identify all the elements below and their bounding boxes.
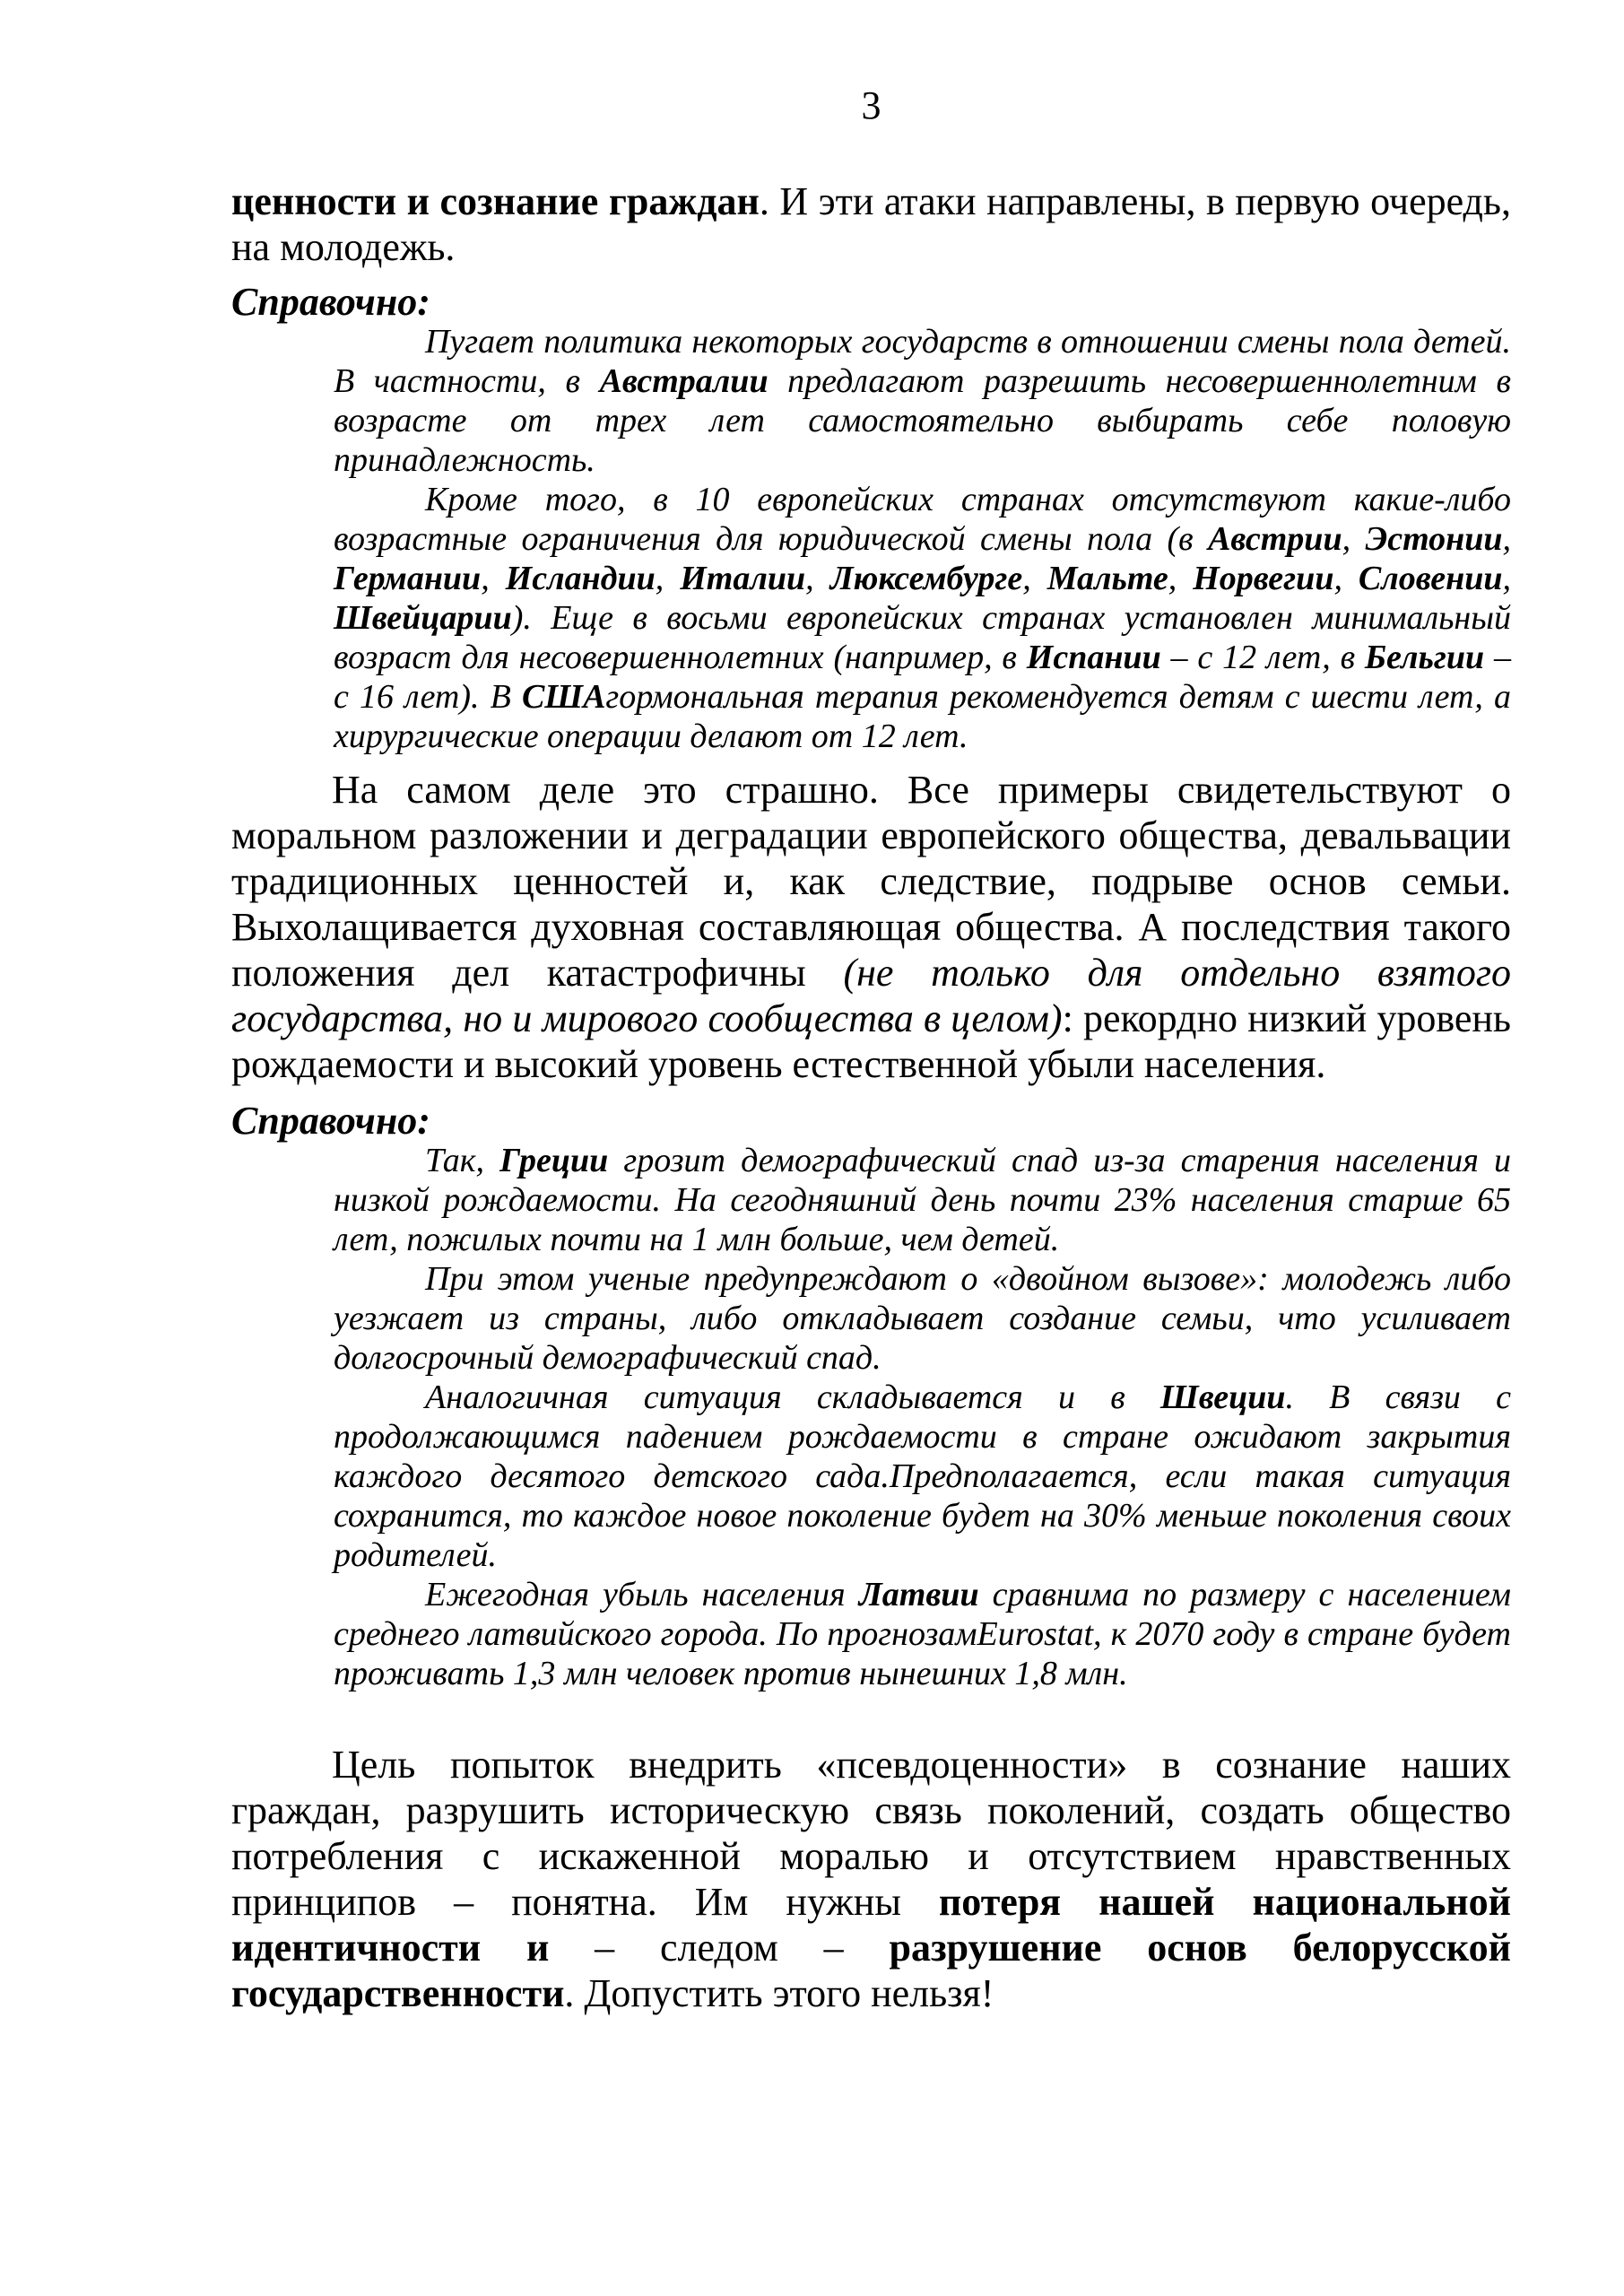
text-run: Бельгии — [1364, 639, 1485, 676]
text-run: , — [481, 560, 506, 597]
text-run: , — [1502, 520, 1512, 558]
text-run: , — [1502, 560, 1511, 597]
text-run: – с 16 лет). В — [334, 639, 1511, 716]
text-run: Швеции — [1159, 1378, 1286, 1416]
page-number: 3 — [861, 83, 881, 127]
text-run: Италии — [680, 560, 806, 597]
text-run: Эстонии — [1365, 520, 1503, 558]
text-run: Словении — [1358, 560, 1503, 597]
text-run: Аналогичная ситуация складывается и в — [425, 1378, 1160, 1416]
text-run: Люксембурге — [829, 560, 1023, 597]
text-run: При этом ученые предупреждают о «двойном вызове»: молодежь либо уезжает из страны, либо откладывает создание семьи, что усиливает долгосрочный демографический спад. — [334, 1260, 1511, 1377]
text-run: – следом – — [549, 1926, 890, 1970]
body-paragraph-continuation — [231, 178, 1511, 270]
text-run: На самом деле это страшно. Все примеры свидетельствуют о моральном разложении и деградации европейского общества, девальвации традиционных ценностей и, как следствие, подрыве основ семьи. Выхолащивается духовная составляющая общества. А последствия такого положения дел катастрофичны — [231, 768, 1511, 995]
body-paragraph — [231, 767, 1511, 1087]
text-run: , — [1333, 560, 1359, 597]
text-run: Ежегодная убыль населения — [425, 1576, 859, 1613]
text-run: . И эти атаки направлены, в первую очередь, на молодежь. — [231, 179, 1511, 269]
text-run: Норвегии — [1193, 560, 1334, 597]
text-run: ). Еще в восьми европейских странах установлен минимальный возраст для несовершеннолетних (например, в — [334, 599, 1511, 676]
text-run: Латвии — [858, 1576, 979, 1613]
text-run: . В связи с продолжающимся падением рождаемости в стране ожидают закрытия каждого десятого детского сада.Предполагается, если такая ситуация сохранится, то каждое новое поколение будет на 30% меньше поколения своих родителей. — [334, 1378, 1511, 1574]
text-run: (не только для отдельно взятого государства, но и мирового сообщества в целом) — [231, 951, 1512, 1040]
text-run: Австрии — [1208, 520, 1342, 558]
text-run: Испании — [1026, 639, 1161, 676]
text-run: гормональная терапия рекомендуется детям с шести лет, а хирургические операции делают от 12 лет. — [334, 678, 1511, 755]
reference-block-1 — [334, 322, 1511, 756]
text-run: Так, — [425, 1142, 500, 1179]
text-run: США — [521, 678, 606, 716]
text-run: предлагают разрешить несовершеннолетним в возрасте от трех лет самостоятельно выбирать себе половую принадлежность. — [334, 362, 1511, 479]
reference-block-2 — [334, 1141, 1511, 1693]
text-run: Мальте — [1046, 560, 1168, 597]
text-run: потеря нашей национальной идентичности и — [231, 1880, 1511, 1970]
text-run: : рекордно низкий уровень рождаемости и высокий уровень естественной убыли населения. — [231, 996, 1511, 1086]
text-run: , — [1342, 520, 1366, 558]
reference-paragraph — [334, 322, 1511, 480]
text-run: Греции — [499, 1142, 609, 1179]
reference-paragraph — [334, 1378, 1511, 1575]
text-run: грозит демографический спад из-за старения населения и низкой рождаемости. На сегодняшний день почти 23% населения старше 65 лет, пожилых почти на 1 млн больше, чем детей. — [334, 1142, 1511, 1258]
text-run: Австралии — [599, 362, 769, 400]
text-run: ценности и сознание граждан — [231, 179, 760, 223]
reference-heading-1: Справочно: — [231, 280, 430, 324]
text-run: Германии — [334, 560, 482, 597]
reference-heading-2: Справочно: — [231, 1099, 430, 1143]
text-run: разрушение основ белорусской государственности — [231, 1926, 1512, 2015]
text-run: , — [1168, 560, 1194, 597]
reference-paragraph — [334, 1575, 1511, 1693]
text-run: . Допустить этого нельзя! — [564, 1971, 994, 2015]
text-run: Швейцарии — [334, 599, 512, 637]
text-run: Пугает политика некоторых государств в отношении смены пола детей. В частности, в — [334, 323, 1511, 400]
text-run: Исландии — [505, 560, 656, 597]
text-run: сравнима по размеру с населением среднего латвийского города. По прогнозамEurostat, к 2070 году в стране будет проживать 1,3 млн человек против нынешних 1,8 млн. — [334, 1576, 1511, 1692]
text-run: , — [805, 560, 830, 597]
reference-paragraph — [334, 1141, 1511, 1259]
text-run: Кроме того, в 10 европейских странах отсутствуют какие-либо возрастные ограничения для юридической смены пола (в — [334, 481, 1511, 558]
text-run: , — [1022, 560, 1047, 597]
text-run: – с 12 лет, в — [1160, 639, 1365, 676]
text-run: , — [655, 560, 681, 597]
body-paragraph-final — [231, 1742, 1511, 2016]
text-run: Цель попыток внедрить «псевдоценности» в сознание наших граждан, разрушить историческую связь поколений, создать общество потребления с искаженной моралью и отсутствием нравственных принципов – понятна. Им нужны — [231, 1743, 1511, 1924]
reference-paragraph — [334, 480, 1511, 756]
reference-paragraph — [334, 1259, 1511, 1378]
